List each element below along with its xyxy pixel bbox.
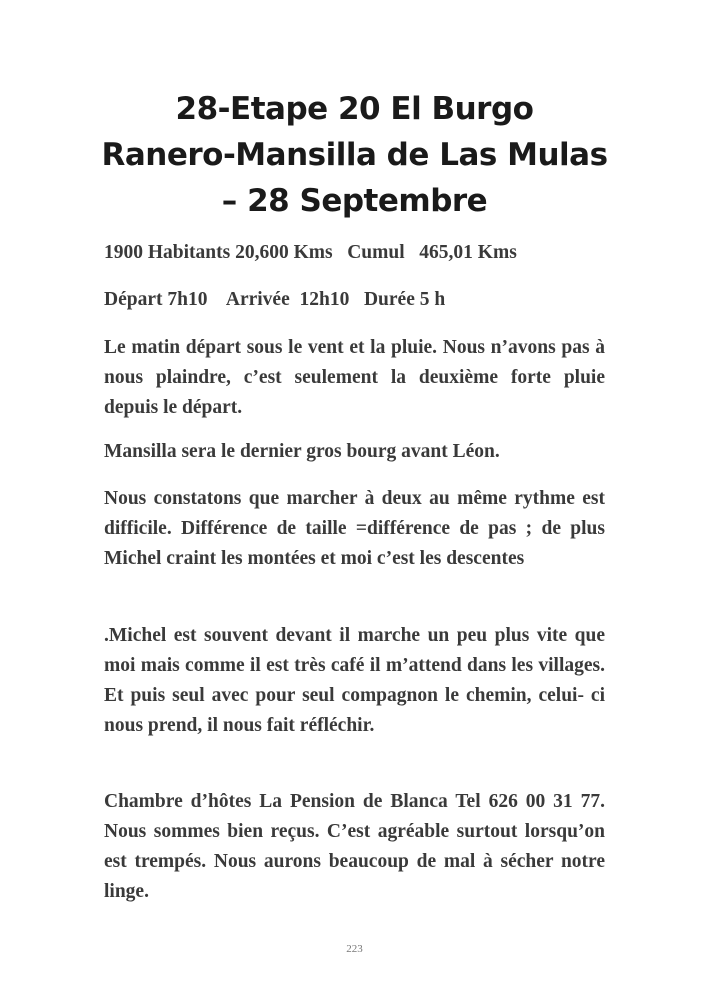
title-line-1: 28-Etape 20 El Burgo	[175, 91, 534, 127]
paragraph-mansilla: Mansilla sera le dernier gros bourg avant Léon.	[104, 441, 500, 462]
paragraph-michel: .Michel est souvent devant il marche un peu plus vite que moi mais comme il est très café il m’attend dans les villages. Et puis seul avec pour seul compagnon le chemin, celui- ci nous prend, il nous fait réfléchir.	[104, 625, 605, 736]
times-line: Départ 7h10 Arrivée 12h10 Durée 5 h	[104, 289, 446, 310]
paragraph-weather: Le matin départ sous le vent et la pluie. Nous n’avons pas à nous plaindre, c’est seulement la deuxième forte pluie depuis le départ.	[104, 337, 605, 418]
page-number: 223	[346, 943, 363, 955]
title-line-2: Ranero-Mansilla de Las Mulas	[101, 137, 608, 173]
title-line-3: – 28 Septembre	[221, 183, 488, 219]
page-title	[60, 86, 649, 224]
paragraph-lodging: Chambre d’hôtes La Pension de Blanca Tel 626 00 31 77. Nous sommes bien reçus. C’est agréable surtout lorsqu’on est trempés. Nous aurons beaucoup de mal à sécher notre linge.	[104, 791, 605, 902]
paragraph-walking-together: Nous constatons que marcher à deux au même rythme est difficile. Différence de taille =différence de pas ; de plus Michel craint les montées et moi c’est les descentes	[104, 488, 605, 569]
stats-line: 1900 Habitants 20,600 Kms Cumul 465,01 Kms	[104, 242, 517, 263]
